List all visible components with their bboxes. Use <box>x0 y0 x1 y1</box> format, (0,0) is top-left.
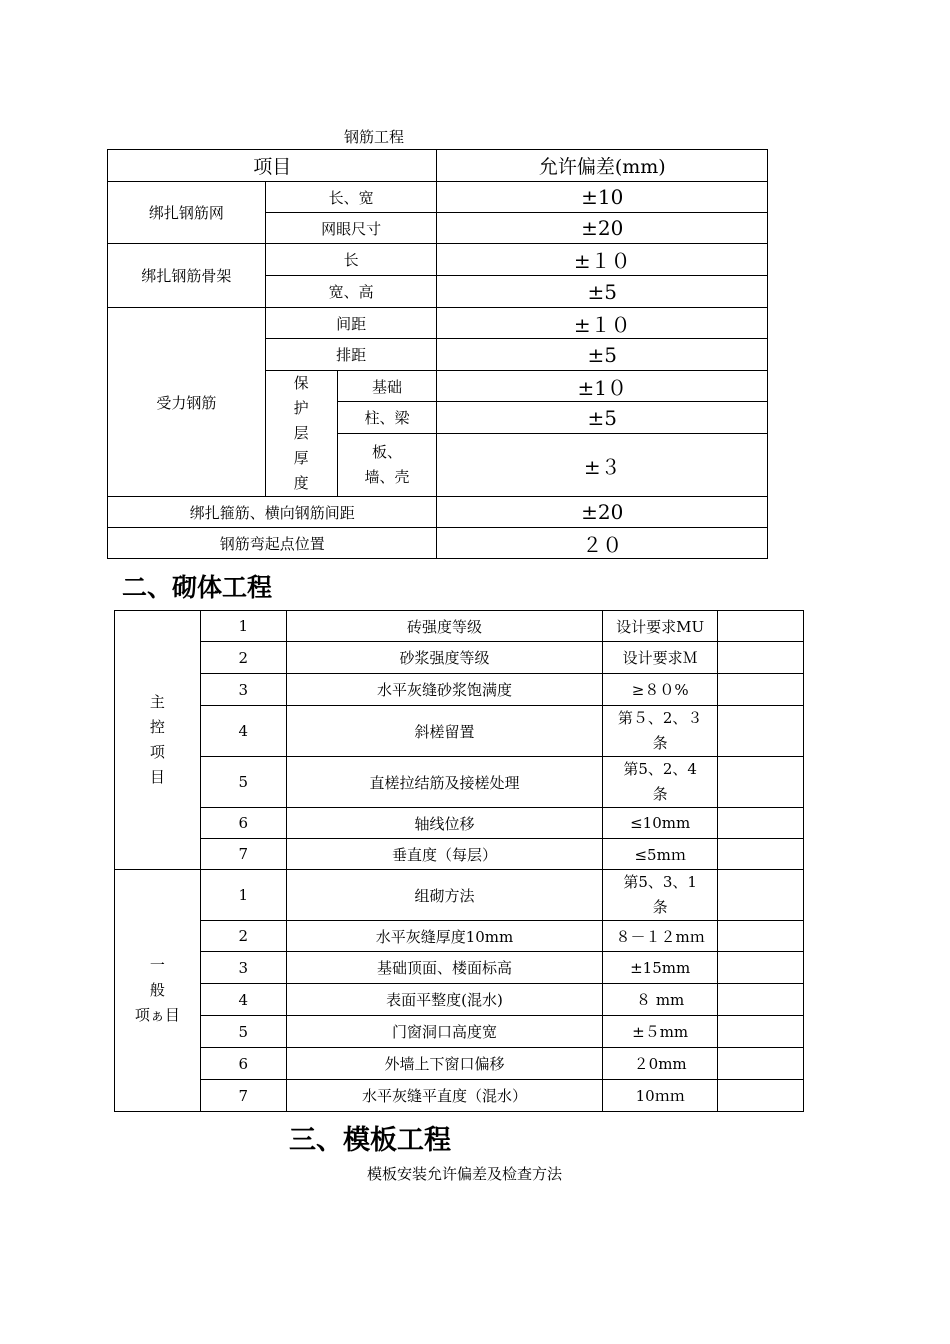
cover-char: 护 <box>293 399 309 417</box>
group-label-char: 目 <box>149 768 165 786</box>
row-value: ２０ <box>437 528 768 559</box>
row-value: ±１０ <box>437 308 768 339</box>
section3-title: 三、模板工程 <box>289 1125 451 1156</box>
row-item: 基础顶面、楼面标高 <box>286 952 603 984</box>
row-blank <box>718 952 804 984</box>
table-row <box>115 757 804 808</box>
req-line: 条 <box>652 734 668 752</box>
row-name: 排距 <box>265 339 437 371</box>
cover-char: 层 <box>293 424 309 442</box>
group-label-char: 项 <box>149 743 165 761</box>
row-value: ±３ <box>437 434 768 497</box>
row-blank <box>718 870 804 921</box>
row-blank <box>718 1080 804 1112</box>
row-number: 2 <box>200 642 286 674</box>
header-tolerance: 允许偏差(mm) <box>437 150 768 182</box>
row-value: ±5 <box>437 402 768 434</box>
row-value: ±10 <box>437 182 768 213</box>
row-item: 轴线位移 <box>286 808 603 839</box>
row-number: 5 <box>200 757 286 808</box>
force-bar-label: 受力钢筋 <box>108 308 266 497</box>
cover-char: 保 <box>293 374 309 392</box>
row-name: 基础 <box>337 371 437 402</box>
row-number: 1 <box>200 611 286 642</box>
row-number: 6 <box>200 1048 286 1080</box>
row-blank <box>718 642 804 674</box>
table-row <box>115 921 804 952</box>
table-row <box>115 1080 804 1112</box>
row-name: 长、宽 <box>265 182 437 213</box>
table-row <box>115 674 804 706</box>
row-value: ±20 <box>437 213 768 244</box>
header-item: 项目 <box>108 150 437 182</box>
row-item: 表面平整度(混水) <box>286 984 603 1016</box>
row-item: 门窗洞口高度宽 <box>286 1016 603 1048</box>
cover-char: 厚 <box>293 449 309 467</box>
row-item: 垂直度（每层） <box>286 839 603 870</box>
row-name: 绑扎箍筋、横向钢筋间距 <box>108 497 437 528</box>
row-value: ±5 <box>437 276 768 308</box>
table-row <box>115 839 804 870</box>
name-line: 墙、壳 <box>364 468 410 487</box>
table-row <box>115 1016 804 1048</box>
row-name: 间距 <box>265 308 437 339</box>
table-row <box>115 706 804 757</box>
row-requirement <box>603 706 718 757</box>
row-requirement: 设计要求Ｍ <box>603 642 718 674</box>
row-blank <box>718 706 804 757</box>
cover-thickness-label <box>265 371 337 497</box>
row-number: 3 <box>200 674 286 706</box>
row-name: 长 <box>265 244 437 276</box>
row-blank <box>718 1016 804 1048</box>
row-number: 5 <box>200 1016 286 1048</box>
group-label-char: 控 <box>149 718 165 736</box>
row-number: 1 <box>200 870 286 921</box>
row-value: ±１０ <box>437 244 768 276</box>
req-line: 条 <box>652 898 668 916</box>
row-value: ±5 <box>437 339 768 371</box>
table1-caption: 钢筋工程 <box>344 128 405 146</box>
bind-mesh-label: 绑扎钢筋网 <box>108 182 266 244</box>
row-name: 柱、梁 <box>337 402 437 434</box>
table-row <box>115 952 804 984</box>
req-line: 第５、2、３ <box>617 709 703 727</box>
row-requirement: 10ｍｍ <box>603 1080 718 1112</box>
row-requirement: 设计要求MU <box>603 611 718 642</box>
row-requirement: ≥８０% <box>603 674 718 706</box>
table-row <box>115 870 804 921</box>
group-label-char: 一 <box>149 956 165 974</box>
row-number: 3 <box>200 952 286 984</box>
row-item: 直槎拉结筋及接槎处理 <box>286 757 603 808</box>
row-requirement: ±15mm <box>603 952 718 984</box>
row-value: ±20 <box>437 497 768 528</box>
row-item: 水平灰缝厚度10mm <box>286 921 603 952</box>
table-row <box>115 808 804 839</box>
row-item: 水平灰缝平直度（混水） <box>286 1080 603 1112</box>
row-item: 砖强度等级 <box>286 611 603 642</box>
row-blank <box>718 839 804 870</box>
row-blank <box>718 921 804 952</box>
general-item-label <box>115 870 201 1112</box>
row-blank <box>718 1048 804 1080</box>
row-requirement: ８ mm <box>603 984 718 1016</box>
row-name <box>337 434 437 497</box>
row-requirement <box>603 757 718 808</box>
row-value: ±1０ <box>437 371 768 402</box>
req-line: 第5、3、1 <box>623 873 697 891</box>
req-line: 第5、2、4 <box>623 760 697 778</box>
row-item: 组砌方法 <box>286 870 603 921</box>
section3-subtitle: 模板安装允许偏差及检查方法 <box>367 1165 563 1183</box>
row-name: 宽、高 <box>265 276 437 308</box>
row-item: 外墙上下窗口偏移 <box>286 1048 603 1080</box>
row-number: 7 <box>200 1080 286 1112</box>
row-requirement: ≤10mm <box>603 808 718 839</box>
table-row <box>115 984 804 1016</box>
row-number: 4 <box>200 706 286 757</box>
row-number: 7 <box>200 839 286 870</box>
row-item: 水平灰缝砂浆饱满度 <box>286 674 603 706</box>
row-number: 2 <box>200 921 286 952</box>
table-row <box>115 642 804 674</box>
table-row <box>115 1048 804 1080</box>
group-label-char: 般 <box>149 981 165 999</box>
row-requirement: ２0mm <box>603 1048 718 1080</box>
row-item: 斜槎留置 <box>286 706 603 757</box>
row-name: 网眼尺寸 <box>265 213 437 244</box>
row-requirement <box>603 870 718 921</box>
row-number: 4 <box>200 984 286 1016</box>
section2-title: 二、砌体工程 <box>122 573 273 602</box>
row-blank <box>718 674 804 706</box>
bind-frame-label: 绑扎钢筋骨架 <box>108 244 266 308</box>
name-line: 板、 <box>372 443 403 462</box>
row-item: 砂浆强度等级 <box>286 642 603 674</box>
masonry-table <box>114 610 804 1112</box>
main-control-label <box>115 611 201 870</box>
row-requirement: ≤5mｍ <box>603 839 718 870</box>
row-number: 6 <box>200 808 286 839</box>
row-name: 钢筋弯起点位置 <box>108 528 437 559</box>
table-row <box>115 611 804 642</box>
group-label-char: 项ぁ目 <box>134 1006 180 1024</box>
req-line: 条 <box>652 785 668 803</box>
row-blank <box>718 611 804 642</box>
row-blank <box>718 757 804 808</box>
row-requirement: ±５mm <box>603 1016 718 1048</box>
group-label-char: 主 <box>149 693 165 711</box>
row-blank <box>718 984 804 1016</box>
cover-char: 度 <box>293 474 309 492</box>
rebar-table <box>107 149 768 559</box>
row-blank <box>718 808 804 839</box>
row-requirement: ８－１２mｍ <box>603 921 718 952</box>
